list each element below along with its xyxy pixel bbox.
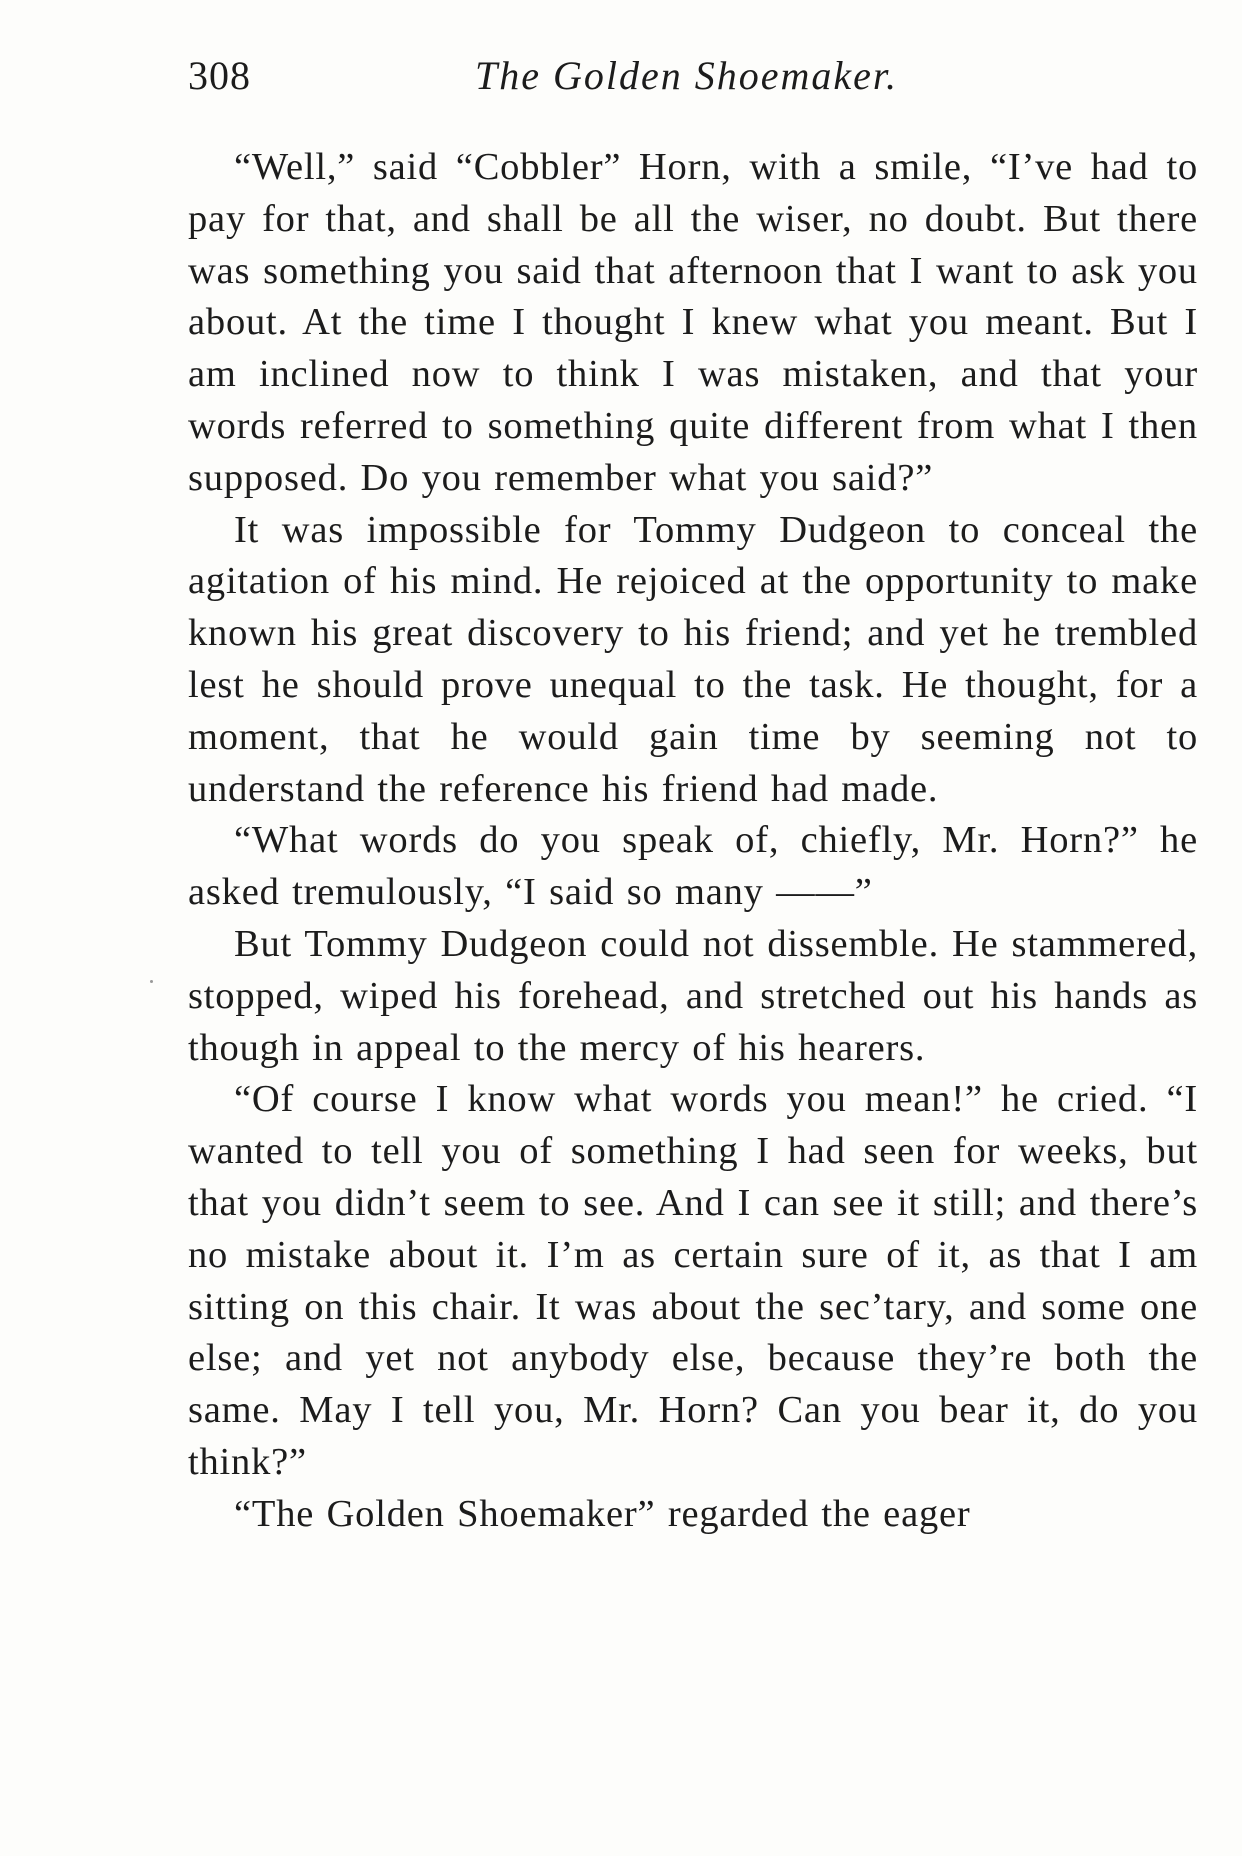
- page-number: 308: [188, 53, 251, 98]
- paragraph: “Of course I know what words you mean!” he cried. “I wanted to tell you of something I had seen for weeks, but that you didn’t seem to see. And I can see it still; and there’s no mistake about it. I’m as certain sure of it, as that I am sitting on this chair. It was about the sec’tary, and some one else; and yet not anybody else, because they’re both the same. May I tell you, Mr. Horn? Can you bear it, do you think?”: [188, 1078, 1198, 1483]
- body-text: [188, 142, 1198, 1541]
- running-title: The Golden Shoemaker.: [475, 53, 899, 98]
- book-page: [188, 52, 1198, 1541]
- paragraph: “Well,” said “Cobbler” Horn, with a smile, “I’ve had to pay for that, and shall be all the wiser, no doubt. But there was something you said that afternoon that I want to ask you about. At the time I thought I knew what you meant. But I am inclined now to think I was mistaken, and that your words referred to something quite different from what I then supposed. Do you remember what you said?”: [188, 146, 1198, 499]
- page-header: [188, 52, 1198, 112]
- paragraph: “The Golden Shoemaker” regarded the eager: [234, 1492, 971, 1535]
- paragraph: It was impossible for Tommy Dudgeon to conceal the agitation of his mind. He rejoiced at the opportunity to make known his great discovery to his friend; and yet he trembled lest he should prove unequal to the task. He thought, for a moment, that he would gain time by seeming not to understand the reference his friend had made.: [188, 508, 1198, 810]
- paragraph: “What words do you speak of, chiefly, Mr. Horn?” he asked tremulously, “I said so many ——”: [188, 819, 1198, 914]
- paragraph: But Tommy Dudgeon could not dissemble. He stammered, stopped, wiped his forehead, and stretched out his hands as though in appeal to the mercy of his hearers.: [188, 922, 1198, 1069]
- paper-speck: [150, 980, 153, 983]
